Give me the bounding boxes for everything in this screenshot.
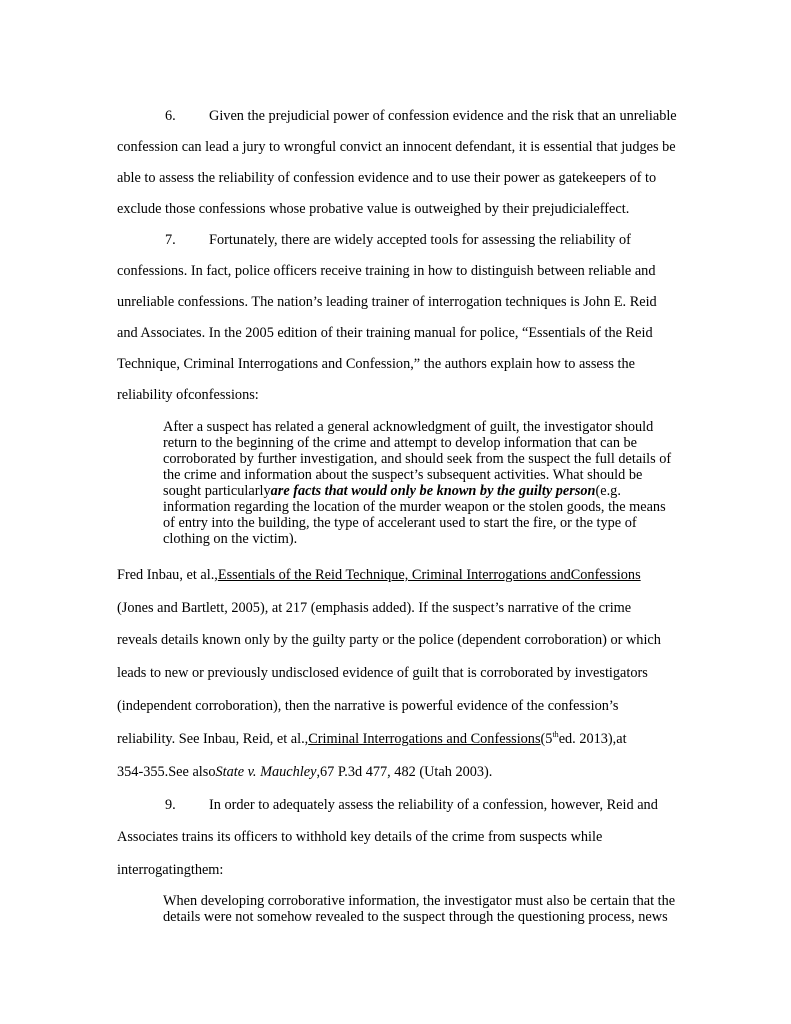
paragraph-6-line-1 [165, 108, 677, 125]
block-quote [163, 893, 683, 925]
paragraph-6-line-4: exclude those confessions whose probative value is outweighed by their prejudicialeffect. [117, 201, 630, 217]
paragraph-number: 6. [165, 108, 176, 124]
quote-line: of entry into the building, the type of accelerant used to start the fire, or the type of [163, 515, 637, 531]
paragraph-number: 9. [165, 797, 176, 813]
citation-text: ,67 P.3d 477, 482 (Utah 2003). [316, 764, 493, 780]
citation-line-5: (independent corroboration), then the narrative is powerful evidence of the confession’s [117, 698, 619, 714]
paragraph-9-line-1 [165, 797, 658, 814]
paragraph-7-line-4: and Associates. In the 2005 edition of their training manual for police, “Essentials of the Reid [117, 325, 653, 341]
paragraph-6-line-2: confession can lead a jury to wrongful convict an innocent defendant, it is essential that judges be [117, 139, 676, 155]
paragraph-9-line-3: interrogatingthem: [117, 862, 224, 878]
quote-line: the crime and information about the suspect’s subsequent activities. What should be [163, 467, 643, 483]
paragraph-7-line-2: confessions. In fact, police officers receive training in how to distinguish between reliable and [117, 263, 656, 279]
paragraph-number: 7. [165, 232, 176, 248]
citation-text: ed. 2013),at [558, 731, 627, 747]
case-name: State v. Mauchley [215, 764, 317, 780]
quote-text: (e.g. [595, 483, 621, 499]
book-title: Essentials of the Reid Technique, Criminal Interrogations andConfessions [217, 567, 641, 583]
paragraph-text: In order to adequately assess the reliability of a confession, however, Reid and [209, 797, 658, 813]
citation-line-3: reveals details known only by the guilty party or the police (dependent corroboration) or which [117, 632, 661, 648]
citation-text: reliability. See Inbau, Reid, et al., [117, 731, 309, 747]
paragraph-7-line-5: Technique, Criminal Interrogations and Confession,” the authors explain how to assess the [117, 356, 635, 372]
quote-line: details were not somehow revealed to the suspect through the questioning process, news [163, 909, 668, 925]
paragraph-7-line-3: unreliable confessions. The nation’s leading trainer of interrogation techniques is John E. Reid [117, 294, 657, 310]
quote-line: corroborated by further investigation, and should seek from the suspect the full details of [163, 451, 672, 467]
citation-line-4: leads to new or previously undisclosed evidence of guilt that is corroborated by investigators [117, 665, 648, 681]
quote-line: After a suspect has related a general acknowledgment of guilt, the investigator should [163, 419, 654, 435]
book-title: Criminal Interrogations and Confessions [308, 731, 541, 747]
citation-line-6 [117, 731, 627, 748]
paragraph-text: Given the prejudicial power of confession evidence and the risk that an unreliable [209, 108, 677, 124]
quote-line: When developing corroborative information, the investigator must also be certain that the [163, 893, 676, 909]
quote-line: information regarding the location of the murder weapon or the stolen goods, the means [163, 499, 666, 515]
quote-text: sought particularly [163, 483, 271, 499]
citation-text: Fred Inbau, et al., [117, 567, 218, 583]
citation-line-1 [117, 567, 641, 584]
quote-line: return to the beginning of the crime and attempt to develop information that can be [163, 435, 638, 451]
block-quote [163, 419, 683, 547]
paragraph-6-line-3: able to assess the reliability of confession evidence and to use their power as gatekeepers of to [117, 170, 657, 186]
paragraph-7-line-1 [165, 232, 631, 249]
emphasized-text: are facts that would only be known by the guilty person [270, 483, 596, 499]
quote-line [163, 483, 683, 499]
citation-line-2: (Jones and Bartlett, 2005), at 217 (emphasis added). If the suspect’s narrative of the crime [117, 600, 632, 616]
quote-line: clothing on the victim). [163, 531, 298, 547]
paragraph-9-line-2: Associates trains its officers to withhold key details of the crime from suspects while [117, 829, 603, 845]
paragraph-text: Fortunately, there are widely accepted tools for assessing the reliability of [209, 232, 631, 248]
superscript: th [552, 730, 559, 740]
paragraph-7-line-6: reliability ofconfessions: [117, 387, 259, 403]
citation-text: (5 [540, 731, 553, 747]
citation-text: 354-355.See also [117, 764, 216, 780]
citation-line-7 [117, 764, 492, 781]
